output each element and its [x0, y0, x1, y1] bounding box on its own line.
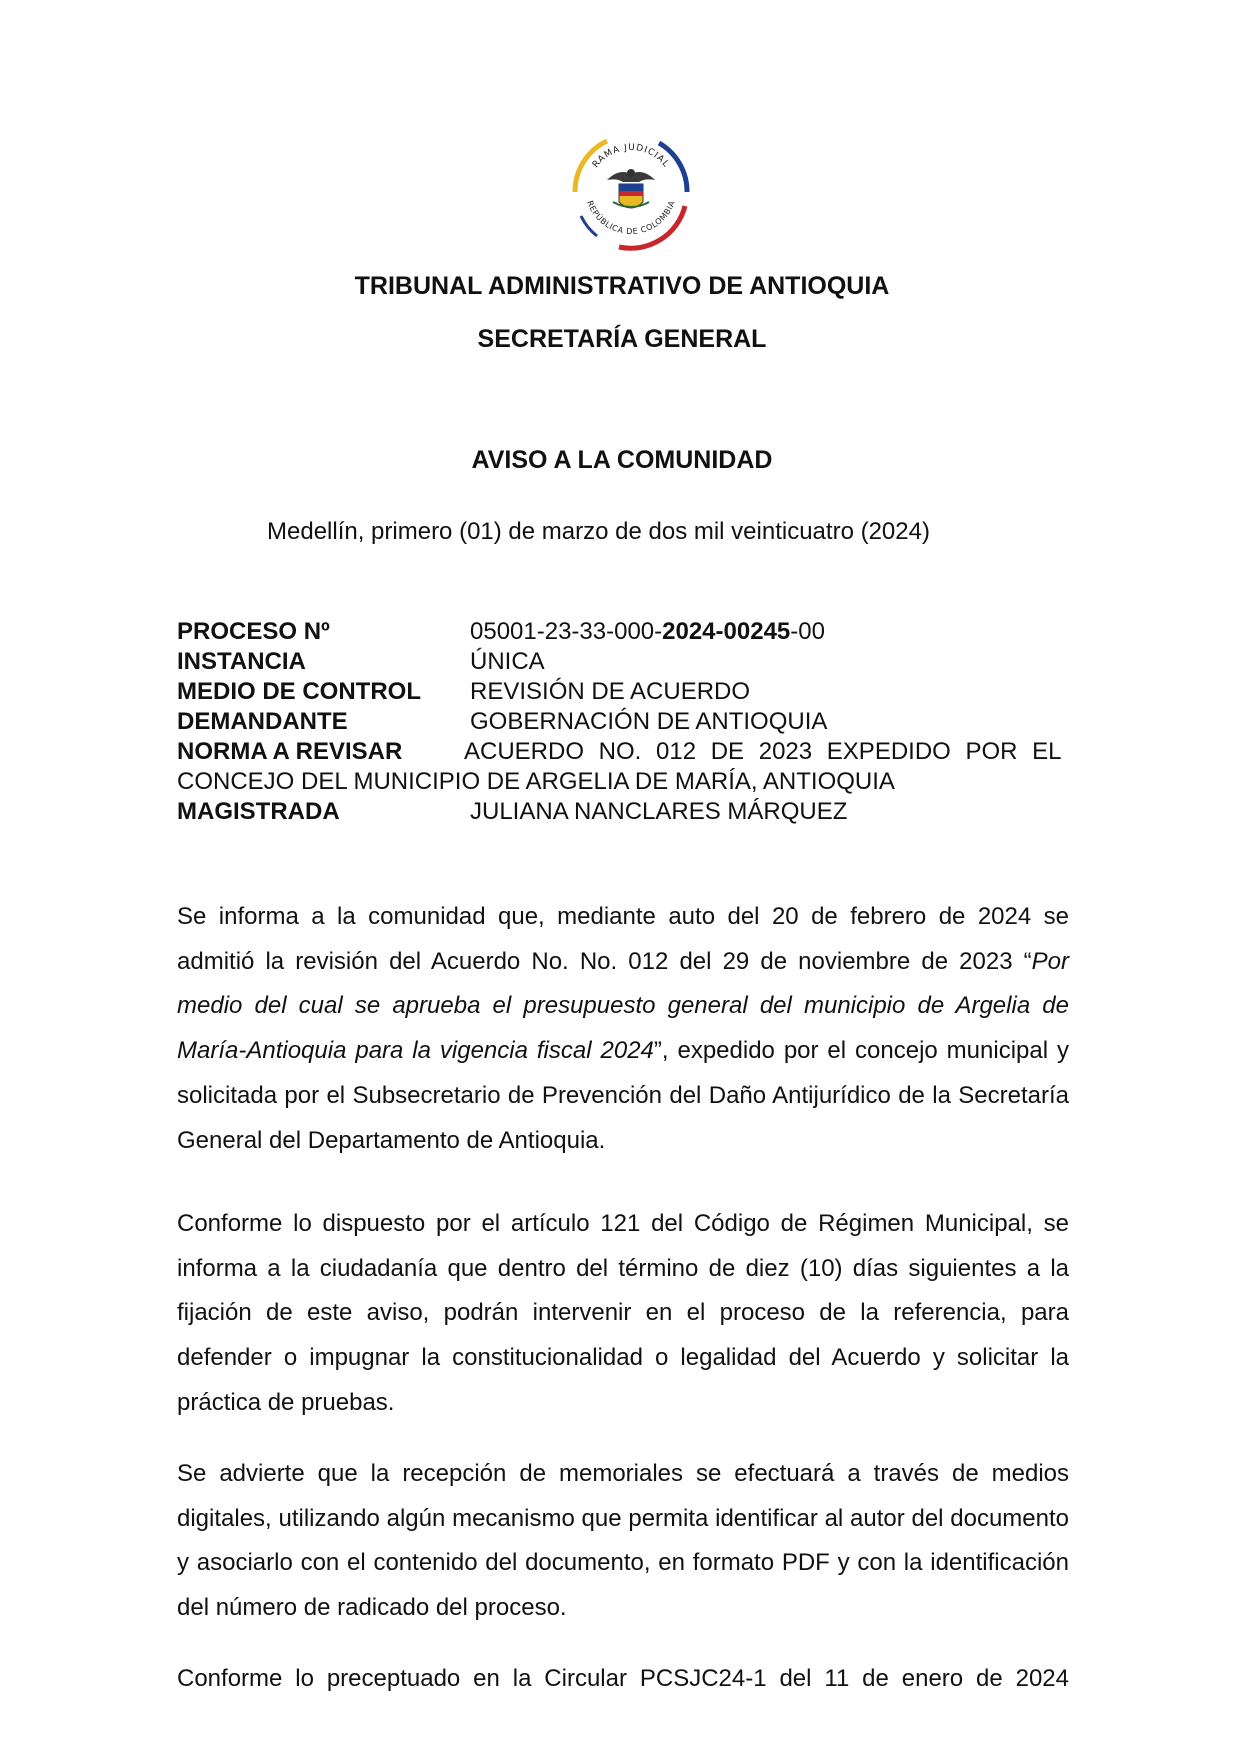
case-details	[177, 617, 1077, 827]
instancia-label: INSTANCIA	[177, 648, 306, 675]
norma-label: NORMA A REVISAR	[177, 738, 403, 765]
seal-top-text: RAMA JUDICIAL	[590, 142, 672, 170]
seal-ring-gold	[575, 141, 607, 192]
demandante-value: GOBERNACIÓN DE ANTIOQUIA	[470, 708, 828, 735]
notice-title: AVISO A LA COMUNIDAD	[471, 446, 773, 474]
instancia-row	[177, 647, 1077, 677]
proceso-row	[177, 617, 1077, 647]
demandante-label: DEMANDANTE	[177, 708, 348, 735]
paragraph-intervention: Conforme lo dispuesto por el artículo 121 del Código de Régimen Municipal, se informa a la ciudadanía que dentro del término de diez (10) días siguientes a la fijación de este aviso, podrán intervenir en el proceso de la referencia, para defender o impugnar la constitucionalidad o legalidad del Acuerdo y solicitar la práctica de pruebas.	[177, 1210, 1069, 1416]
date-line: Medellín, primero (01) de marzo de dos mil veinticuatro (2024)	[267, 518, 930, 545]
medio-label: MEDIO DE CONTROL	[177, 678, 421, 705]
demandante-row	[177, 707, 1077, 737]
medio-value: REVISIÓN DE ACUERDO	[470, 678, 751, 705]
coat-of-arms-icon	[607, 169, 655, 208]
norma-row	[177, 737, 1077, 767]
svg-text:RAMA JUDICIAL	[591, 143, 671, 170]
agreement-title: Por medio del cual se aprueba el presupuesto general del municipio de Argelia de María-Antioquia para la vigencia fiscal 2024	[177, 947, 1069, 1065]
norma-continuation-row	[177, 767, 1077, 797]
paragraph-admission: Se informa a la comunidad que, mediante auto del 20 de febrero de 2024 se admitió la revisión del Acuerdo No. No. 012 del 29 de noviembre de 2023 “Por medio del cual se aprueba el presupuesto general del municipio de Argelia de María-Antioquia para la vigencia fiscal 2024”, expedido por el concejo municipal y solicitada por el Subsecretario de Prevención del Daño Antijurídico de la Secretaría General del Departamento de Antioquia.	[177, 903, 1069, 1154]
office-title: SECRETARÍA GENERAL	[477, 325, 767, 353]
magistrada-row	[177, 797, 1077, 827]
paragraph-memorials: Se advierte que la recepción de memoriales se efectuará a través de medios digitales, utilizando algún mecanismo que permita identificar al autor del documento y asociarlo con el contenido del documento, en formato PDF y con la identificación del número de radicado del proceso.	[177, 1460, 1069, 1622]
magistrada-value: JULIANA NANCLARES MÁRQUEZ	[470, 798, 848, 825]
institution-title: TRIBUNAL ADMINISTRATIVO DE ANTIOQUIA	[354, 272, 890, 300]
paragraph-circular: Conforme lo preceptuado en la Circular PCSJC24-1 del 11 de enero de 2024	[177, 1665, 1069, 1692]
proceso-label: PROCESO Nº	[177, 618, 330, 645]
seal-bottom-text: REPÚBLICA DE COLOMBIA	[585, 199, 677, 237]
rama-judicial-seal	[567, 128, 695, 256]
norma-value: ACUERDO NO. 012 DE 2023 EXPEDIDO POR EL	[464, 738, 1062, 765]
proceso-value: 05001-23-33-000-2024-00245-00	[470, 618, 825, 645]
instancia-value: ÚNICA	[470, 648, 545, 675]
medio-row	[177, 677, 1077, 707]
magistrada-label: MAGISTRADA	[177, 798, 340, 825]
norma-continuation: CONCEJO DEL MUNICIPIO DE ARGELIA DE MARÍA, ANTIOQUIA	[177, 768, 895, 795]
